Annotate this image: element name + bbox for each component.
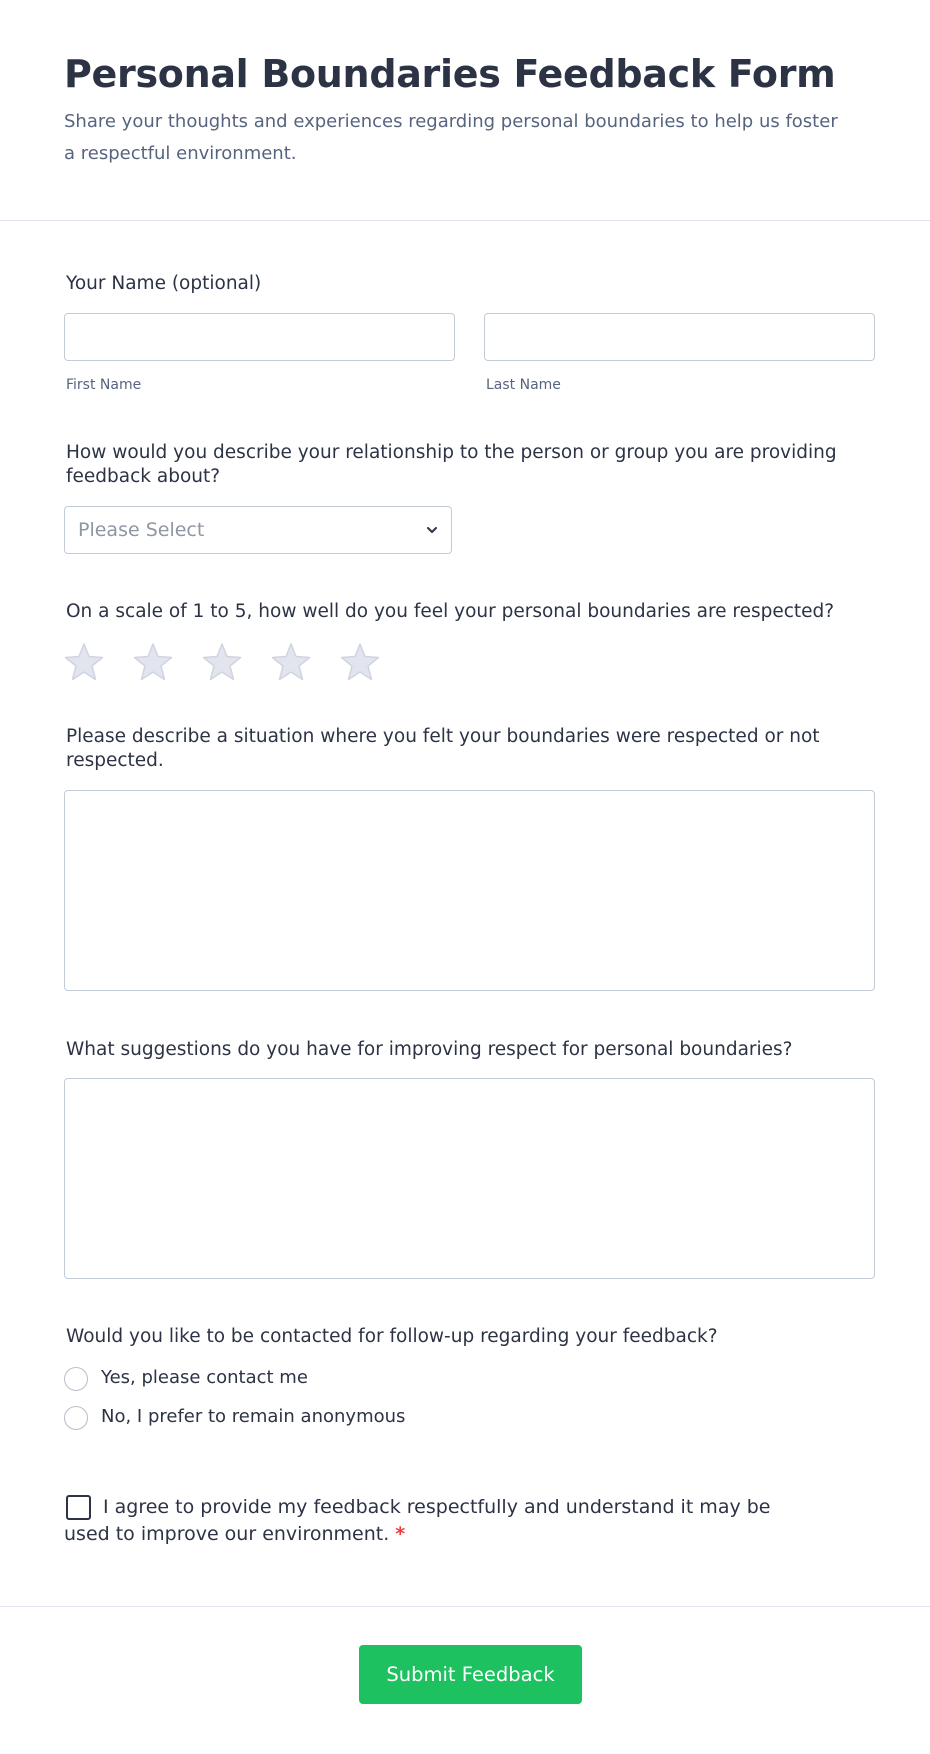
name-label: Your Name (optional) — [66, 273, 262, 294]
relationship-label: How would you describe your relationship to the person or group you are providing feedback about? — [66, 442, 837, 487]
rating-label: On a scale of 1 to 5, how well do you feel your personal boundaries are respected? — [66, 601, 835, 622]
radio-label: No, I prefer to remain anonymous — [101, 1406, 406, 1427]
radio-button[interactable] — [64, 1367, 88, 1391]
first-name-sublabel: First Name — [66, 377, 142, 393]
last-name-sublabel: Last Name — [486, 377, 561, 393]
consent-label: I agree to provide my feedback respectfully and understand it may be used to improve our environment. — [64, 1496, 771, 1545]
first-name-input[interactable] — [64, 313, 455, 361]
situation-textarea[interactable] — [64, 790, 875, 991]
form-header — [0, 0, 930, 221]
situation-label: Please describe a situation where you felt your boundaries were respected or not respected. — [66, 726, 820, 771]
submit-button[interactable]: Submit Feedback — [359, 1645, 582, 1704]
star-icon[interactable] — [340, 642, 380, 682]
star-icon[interactable] — [202, 642, 242, 682]
last-name-input[interactable] — [484, 313, 875, 361]
relationship-select-value: Please Select — [78, 519, 205, 541]
chevron-down-icon — [425, 523, 439, 537]
suggestions-textarea[interactable] — [64, 1078, 875, 1279]
page-title: Personal Boundaries Feedback Form — [64, 52, 836, 96]
star-icon[interactable] — [64, 642, 104, 682]
radio-button[interactable] — [64, 1406, 88, 1430]
page-subtitle: Share your thoughts and experiences regarding personal boundaries to help us foster a respectful environment. — [64, 111, 838, 164]
star-icon[interactable] — [271, 642, 311, 682]
suggestions-label: What suggestions do you have for improving respect for personal boundaries? — [66, 1039, 793, 1060]
footer-divider — [0, 1606, 930, 1607]
relationship-select[interactable] — [64, 506, 452, 554]
required-marker: * — [395, 1523, 406, 1545]
radio-label: Yes, please contact me — [101, 1367, 308, 1388]
consent-text — [64, 1494, 784, 1548]
star-rating — [64, 642, 394, 682]
star-icon[interactable] — [133, 642, 173, 682]
followup-option-no[interactable] — [64, 1405, 484, 1431]
followup-option-yes[interactable] — [64, 1366, 484, 1392]
followup-label: Would you like to be contacted for follow-up regarding your feedback? — [66, 1326, 718, 1347]
